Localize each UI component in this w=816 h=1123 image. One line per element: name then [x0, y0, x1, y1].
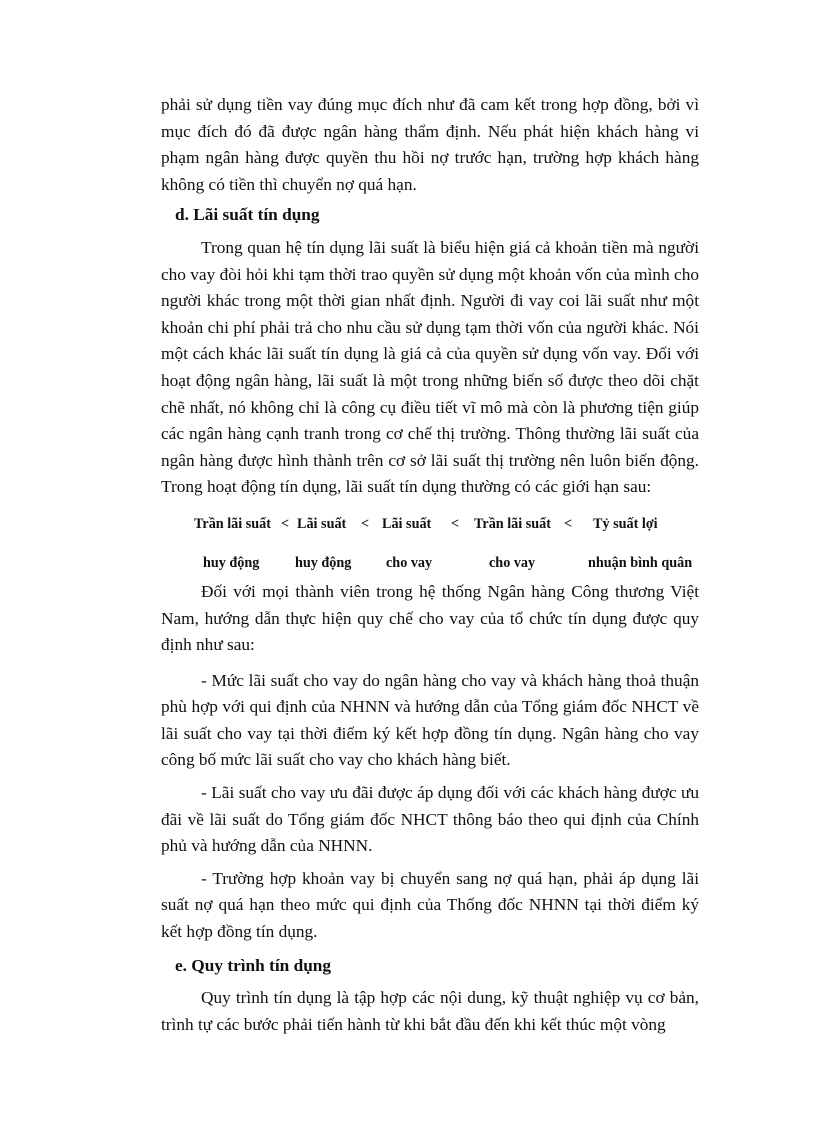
- formula-term-3: Lãi suất: [382, 515, 432, 532]
- intro-paragraph: Đối với mọi thành viên trong hệ thống Ngân hàng Công thương Việt Nam, hướng dẫn thực hiện quy chế cho vay của tổ chức tín dụng được quy định như sau:: [161, 581, 699, 655]
- bullet-paragraph-1: - Mức lãi suất cho vay do ngân hàng cho vay và khách hàng thoả thuận phù hợp với qui định của NHNN và hướng dẫn của Tổng giám đốc NHCT về lãi suất cho vay tại thời điểm ký kết hợp đồng tín dụng. Ngân hàng cho vay công bố mức lãi suất cho vay cho khách hàng biết.: [161, 670, 699, 770]
- section-e-paragraph: Quy trình tín dụng là tập hợp các nội dung, kỹ thuật nghiệp vụ cơ bản, trình tự các bước phải tiến hành từ khi bắt đầu đến khi kết thúc một vòng: [161, 988, 699, 1034]
- formula-term-1: Trần lãi suất: [194, 515, 271, 532]
- formula-term-2: Lãi suất: [297, 515, 347, 532]
- formula-subterm-3: cho vay: [386, 554, 433, 571]
- section-d-heading: d. Lãi suất tín dụng: [175, 205, 320, 225]
- bullet-paragraph-3: - Trường hợp khoản vay bị chuyển sang nợ quá hạn, phải áp dụng lãi suất nợ quá hạn theo mức qui định của Thống đốc NHNN tại thời điểm ký kết hợp đồng tín dụng.: [161, 868, 699, 942]
- document-page: [161, 92, 699, 1038]
- formula-operator-1: <: [281, 515, 290, 532]
- formula-subterm-1: huy động: [203, 554, 260, 571]
- formula-row-bottom: [161, 541, 699, 577]
- section-d-paragraph: Trong quan hệ tín dụng lãi suất là biểu hiện giá cả khoản tiền mà người cho vay đòi hỏi khi tạm thời trao quyền sử dụng một khoản vốn của mình cho người khác trong một thời gian nhất định. Người đi vay coi lãi suất như một khoản chi phí phải trả cho nhu cầu sử dụng tạm thời vốn của người khác. Nói một cách khác lãi suất tín dụng là giá cả của quyền sử dụng vốn vay. Đối với hoạt động ngân hàng, lãi suất là một trong những biến số được theo dõi chặt chẽ nhất, nó không chỉ là công cụ điều tiết vĩ mô mà còn là phương tiện giúp các ngân hàng cạnh tranh trong cơ chế thị trường. Thông thường lãi suất của ngân hàng được hình thành trên cơ sở lãi suất thị trường nên luôn biến động. Trong hoạt động tín dụng, lãi suất tín dụng thường có các giới hạn sau:: [161, 237, 699, 497]
- formula-term-4: Trần lãi suất: [474, 515, 551, 532]
- interest-rate-formula: [161, 511, 699, 577]
- bullet-paragraph-2: - Lãi suất cho vay ưu đãi được áp dụng đối với các khách hàng được ưu đãi về lãi suất do Tổng giám đốc NHCT thông báo theo qui định của Chính phủ và hướng dẫn của NHNN.: [161, 783, 699, 856]
- formula-subterm-4: cho vay: [489, 554, 536, 571]
- formula-operator-4: <: [564, 515, 573, 532]
- section-e-heading: e. Quy trình tín dụng: [175, 955, 332, 975]
- continuation-paragraph: phải sử dụng tiền vay đúng mục đích như đã cam kết trong hợp đồng, bởi vì mục đích đó đã được ngân hàng thẩm định. Nếu phát hiện khách hàng vi phạm ngân hàng được quyền thu hồi nợ trước hạn, trường hợp khách hàng không có tiền thì chuyển nợ quá hạn.: [161, 95, 699, 194]
- formula-operator-2: <: [361, 515, 370, 532]
- formula-row-top: [161, 511, 699, 541]
- formula-subterm-2: huy động: [295, 554, 352, 571]
- formula-term-5: Tỷ suất lợi: [593, 515, 658, 532]
- formula-subterm-5: nhuận bình quân: [588, 554, 693, 571]
- formula-operator-3: <: [451, 515, 460, 532]
